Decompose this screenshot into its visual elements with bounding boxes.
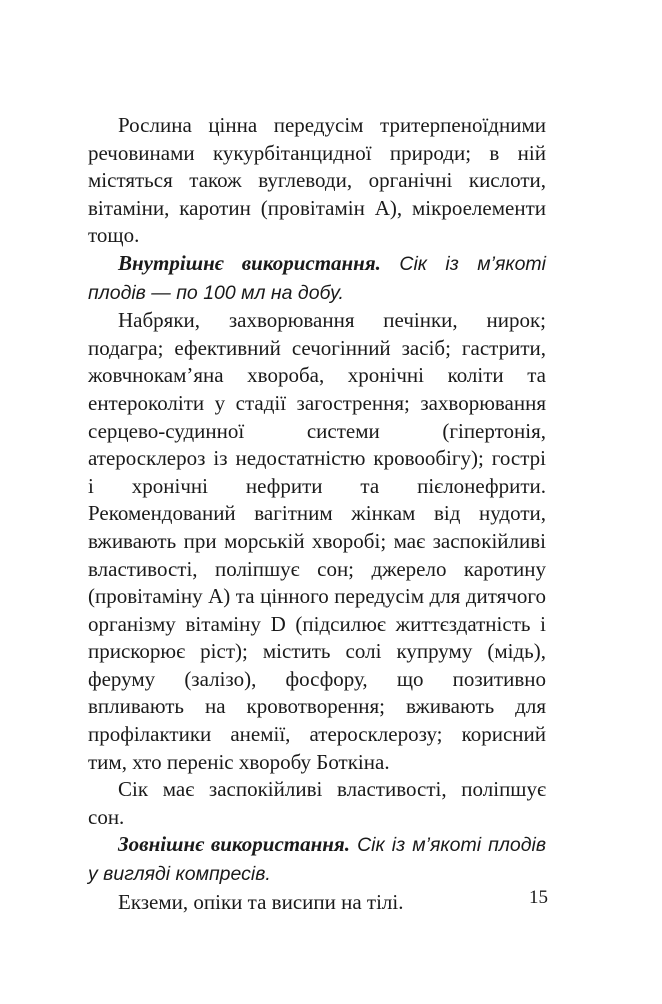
internal-use-dosage: Сік із м’якоті плодів — по 100 мл на добу. [88,252,546,304]
page-number: 15 [529,887,548,908]
indications-paragraph: Набряки, захворювання печінки, нирок; подагра; ефективний сечогінний засіб; гастрити, жовчнокам’яна хвороба, хронічні коліти та ентероколіти у стадії загострення; захворювання серцево-судинної системи (гіпертонія, атеросклероз із недостатністю кровообігу); гострі і хронічні нефрити та пієлонефрити. Рекомендований вагітним жінкам від нудоти, вживають при морській хворобі; має заспокійливі властивості, поліпшує сон; джерело каротину (провітаміну А) та цінного передусім для дитячого організму вітаміну D (підсилює життєздатність і прискорює ріст); містить солі купруму (мідь), феруму (залізо), фосфору, що позитивно впливають на кровотворення; вживають для профілактики анемії, атеросклерозу; корисний тим, хто переніс хворобу Боткіна. [88,308,546,774]
composition-paragraph: Рослина цінна передусім тритерпеноїдними речовинами кукурбітанцидної природи; в ній містяться також вуглеводи, органічні кислоти, вітаміни, каротин (провітамін А), мікроелементи тощо. [88,113,546,248]
external-indications-paragraph: Екземи, опіки та висипи на тілі. [118,889,404,914]
external-use-heading: Зовнішнє використання. [118,832,350,857]
internal-use-paragraph [88,250,546,307]
juice-effect-paragraph: Сік має заспокійливі властивості, поліпшує сон. [88,777,546,829]
external-use-paragraph [88,831,546,888]
external-use-method: Сік із м’якоті плодів у вигляді компресів. [88,834,546,886]
page-text [88,112,546,916]
internal-use-heading: Внутрішнє використання. [118,250,381,275]
